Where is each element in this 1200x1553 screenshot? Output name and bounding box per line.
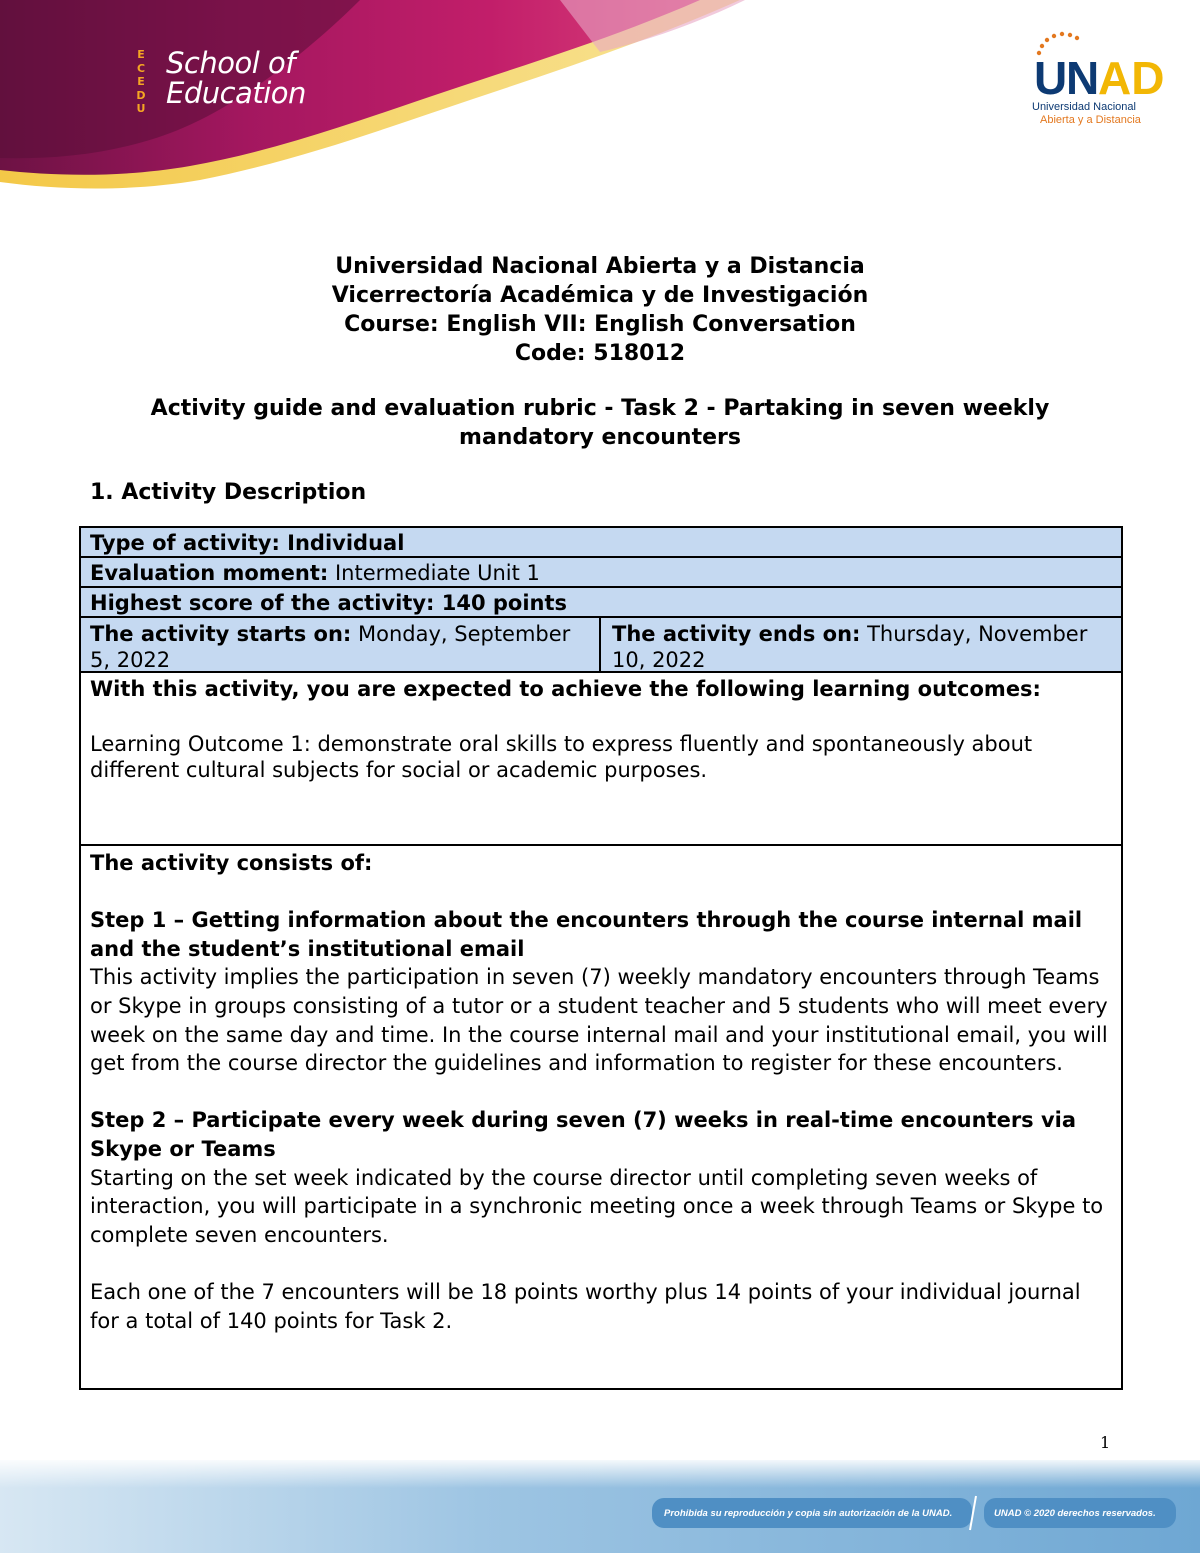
end-date-value: Thursday, November 10, 2022 xyxy=(612,622,1088,672)
svg-text:U: U xyxy=(1034,52,1068,104)
evaluation-moment-value: Intermediate Unit 1 xyxy=(328,561,540,585)
unad-logo-subtitle-1: Universidad Nacional xyxy=(1032,101,1136,113)
activity-consists-row xyxy=(81,846,1121,1388)
evaluation-moment-label: Evaluation moment: xyxy=(90,561,329,585)
vice-rectory: Vicerrectoría Académica y de Investigación xyxy=(331,283,869,308)
type-of-activity: Type of activity: Individual xyxy=(90,531,405,555)
unad-logo-subtitle-2: Abierta y a Distancia xyxy=(1040,114,1141,126)
school-logo-line2: Education xyxy=(166,76,306,110)
course-code: Code: 518012 xyxy=(514,341,686,366)
end-date-label: The activity ends on: xyxy=(612,622,861,646)
ecedu-letter: E xyxy=(137,75,145,88)
evaluation-moment-row xyxy=(81,558,1121,588)
school-logo-line1: School of xyxy=(166,46,295,80)
school-of-education-logo xyxy=(166,48,306,108)
ecedu-letter: D xyxy=(136,88,146,102)
dates-row xyxy=(81,618,1121,673)
university-name: Universidad Nacional Abierta y a Distancia xyxy=(335,254,865,279)
course-name: Course: English VII: English Conversation xyxy=(344,312,856,337)
points-text: Each one of the 7 encounters will be 18 points worthy plus 14 points of your individual journal for a total of 140 points for Task 2. xyxy=(90,1279,1081,1333)
svg-text:N: N xyxy=(1066,52,1100,104)
end-date-cell xyxy=(603,618,1121,671)
footer-rights: UNAD © 2020 derechos reservados. xyxy=(994,1508,1156,1519)
ecedu-letter: E xyxy=(137,48,145,61)
step-1-text: This activity implies the participation in seven (7) weekly mandatory encounters through Teams or Skype in groups consisting of a tutor or a student teacher and 5 students who will meet every week on the same day and time. In the course internal mail and your institutional email, you will get from the course director the guidelines and information to register for these encounters. xyxy=(90,965,1108,1076)
step-1-heading: Step 1 – Getting information about the encounters through the course internal mail and the student’s institutional email xyxy=(90,908,1083,961)
highest-score: Highest score of the activity: 140 points xyxy=(90,591,568,615)
learning-outcome-1: Learning Outcome 1: demonstrate oral skills to express fluently and spontaneously about different cultural subjects for social or academic purposes. xyxy=(90,732,1033,782)
ecedu-letter: U xyxy=(136,102,146,115)
step-2-text: Starting on the set week indicated by the course director until completing seven weeks of interaction, you will participate in a synchronic meeting once a week through Teams or Skype to complete seven encounters. xyxy=(90,1165,1104,1247)
activity-table xyxy=(79,526,1123,1390)
section-heading: 1. Activity Description xyxy=(90,480,367,505)
step-2-heading: Step 2 – Participate every week during seven (7) weeks in real-time encounters via Skype or Teams xyxy=(90,1108,1077,1161)
ecedu-vertical-label xyxy=(132,48,150,116)
type-of-activity-row xyxy=(81,528,1121,558)
document-title-block xyxy=(0,252,1200,368)
page-number: 1 xyxy=(1100,1433,1111,1452)
footer-banner xyxy=(0,1460,1200,1553)
start-date-label: The activity starts on: xyxy=(90,622,352,646)
task-title: Activity guide and evaluation rubric - Task 2 - Partaking in seven weekly mandatory encounters xyxy=(150,396,1050,450)
svg-text:AD: AD xyxy=(1098,52,1165,104)
learning-outcomes-row xyxy=(81,673,1121,846)
learning-outcomes-heading: With this activity, you are expected to achieve the following learning outcomes: xyxy=(90,677,1041,701)
start-date-cell xyxy=(81,618,601,671)
start-date-value: Monday, September 5, 2022 xyxy=(90,622,571,672)
footer-copy-notice: Prohibida su reproducción y copia sin autorización de la UNAD. xyxy=(664,1508,953,1519)
consists-heading: The activity consists of: xyxy=(90,851,373,875)
ecedu-letter: C xyxy=(136,61,146,75)
highest-score-row xyxy=(81,588,1121,618)
